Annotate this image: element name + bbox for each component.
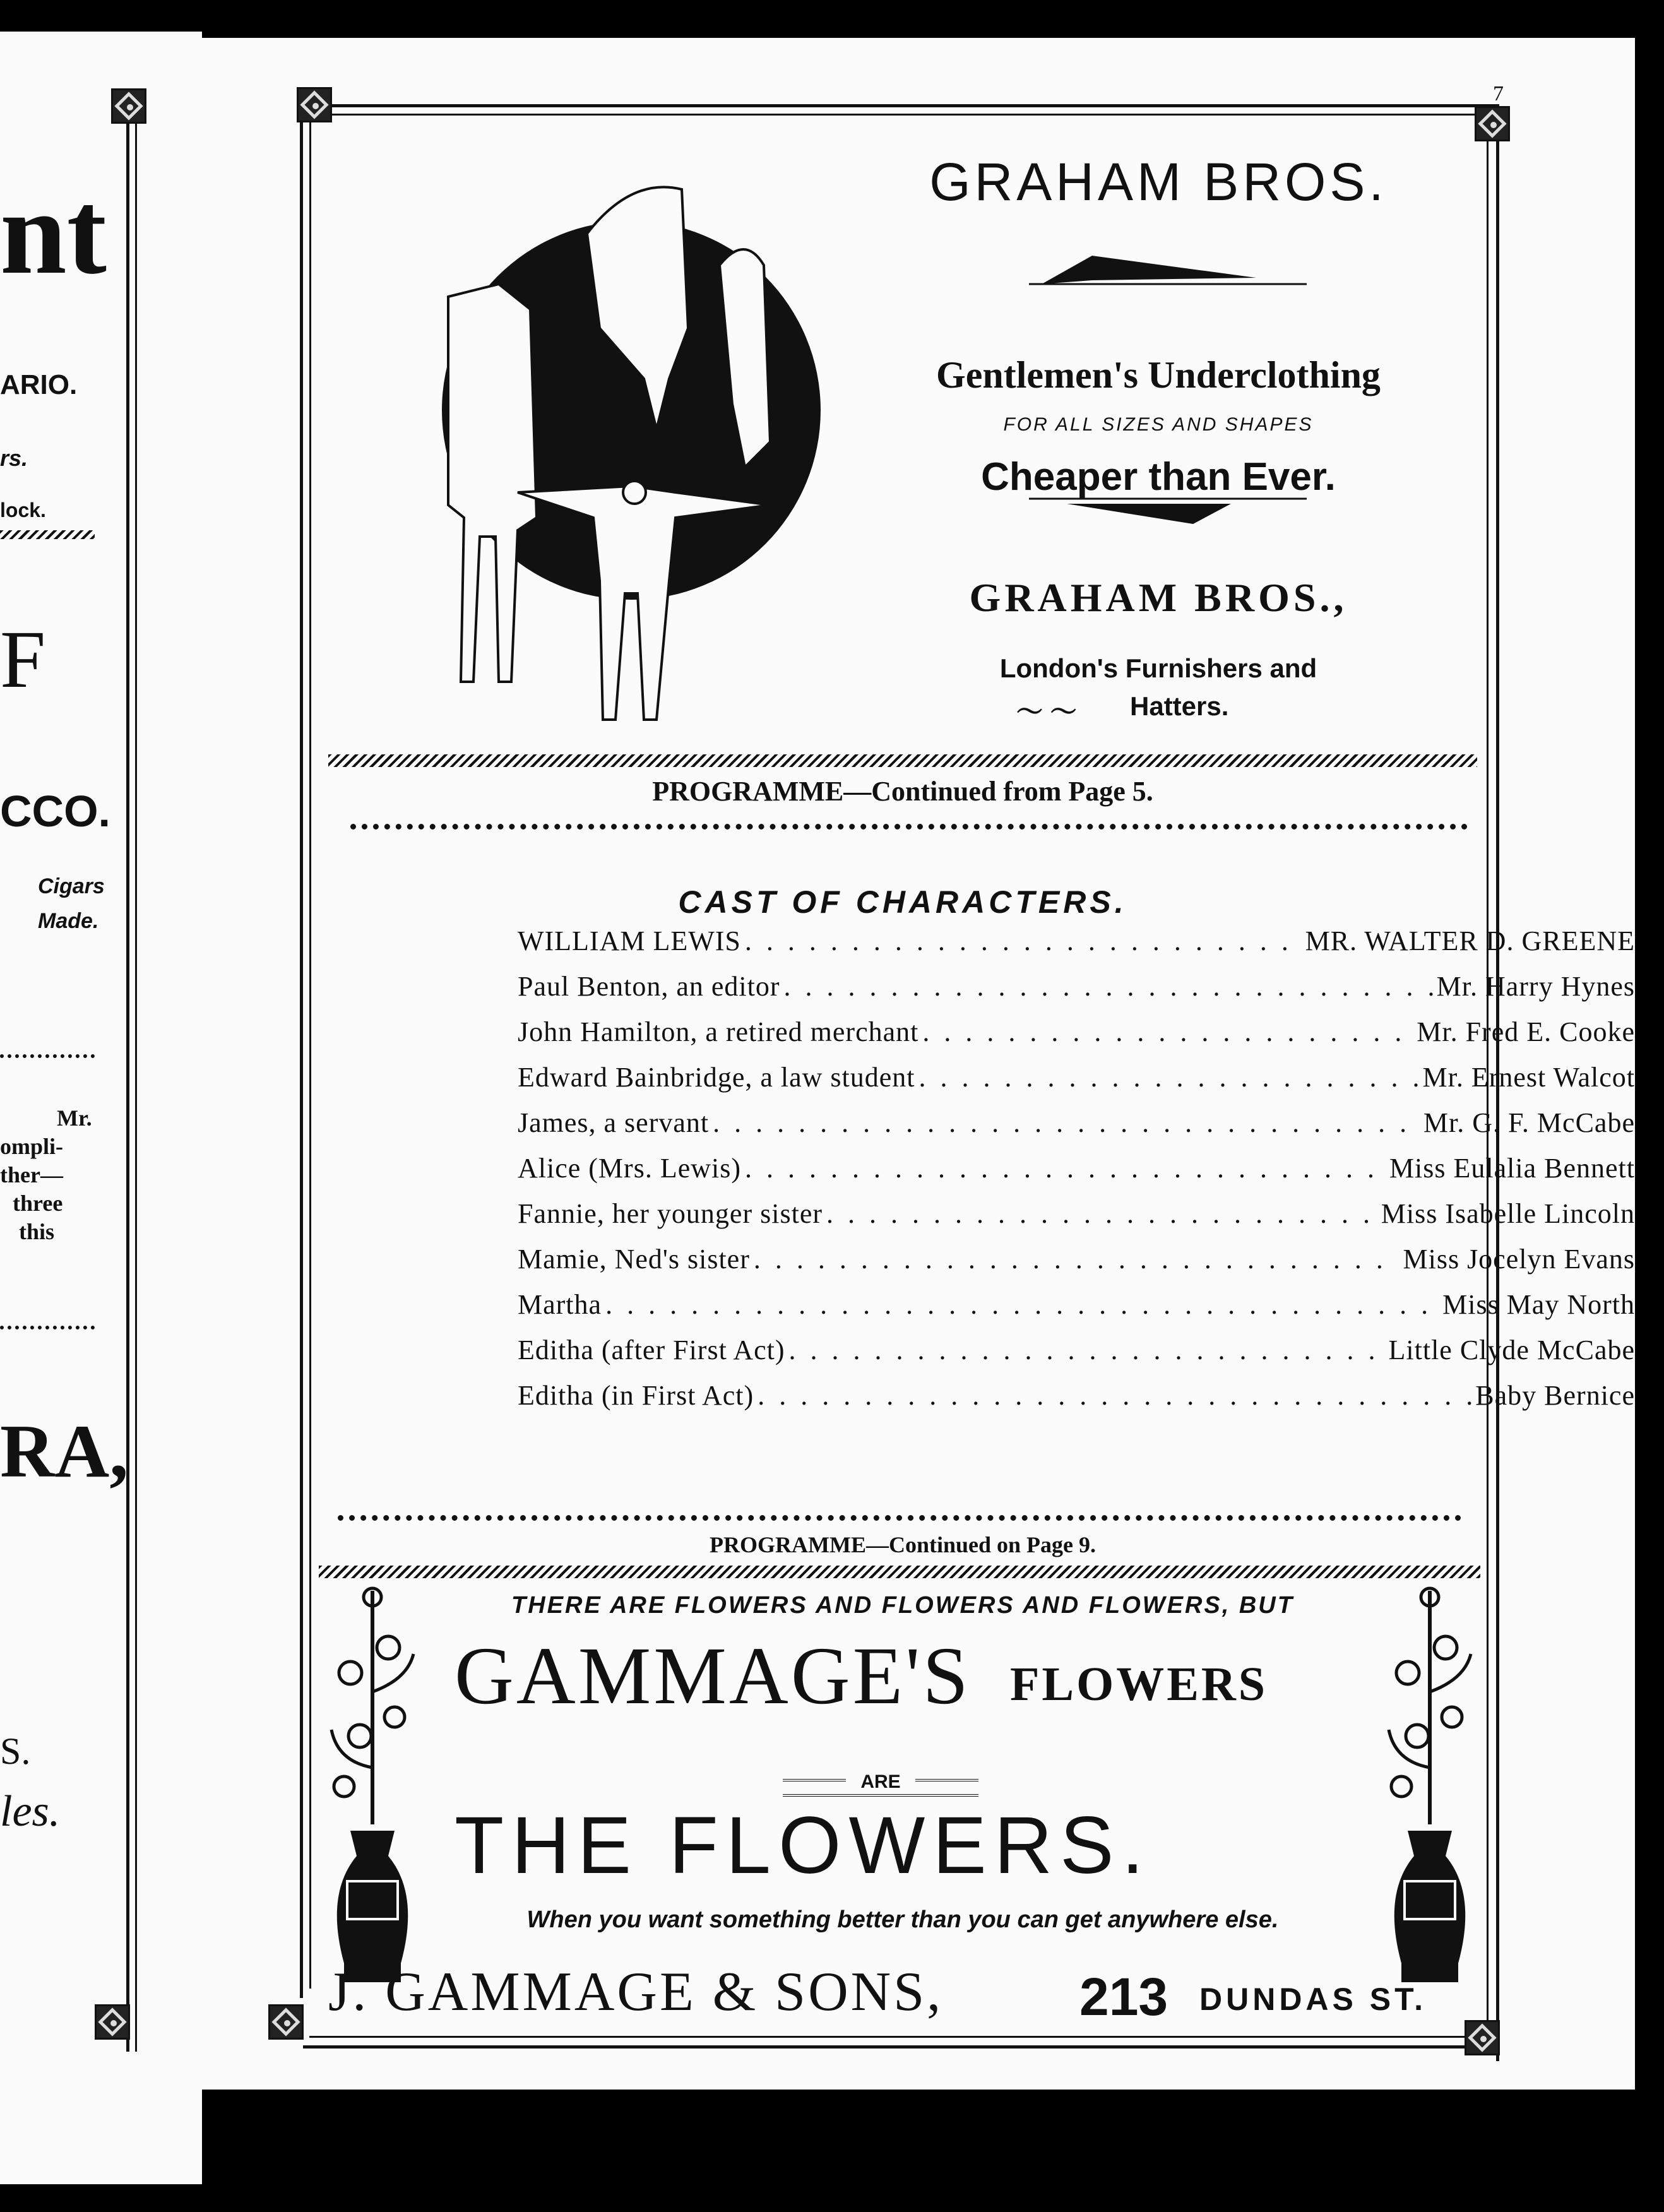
divider [0,1326,95,1329]
flower-vase-illustration [1382,1578,1477,1995]
cast-row [518,1152,1635,1190]
gammage-name: GAMMAGE'S [455,1631,971,1721]
left-fragment-text: Cigars [38,874,105,898]
program-page [177,38,1635,2090]
programme-continued-from: PROGRAMME—Continued from Page 5. [652,776,1153,807]
gammage-street-number: 213 [1079,1967,1168,2026]
graham-title: GRAHAM BROS. [929,152,1388,211]
corner-ornament [1475,106,1510,141]
left-fragment-text: les. [0,1787,61,1836]
left-fragment-text: CCO. [0,787,110,836]
left-fragment-text: RA, [0,1409,129,1493]
left-page-border [126,95,129,2052]
cast-actor: Mr. G. F. McCabe [1423,1107,1635,1138]
left-fragment-text: this [19,1219,55,1244]
underclothing-illustration [391,139,846,745]
cast-row [518,1107,1635,1145]
page-border-left-inner [309,114,311,1989]
corner-ornament [1465,2020,1500,2055]
cast-row [518,1379,1635,1417]
left-fragment-text: three [13,1191,63,1216]
gammage-tagline: When you want something better than you can get anywhere else. [526,1906,1279,1933]
page-number: 7 [1493,82,1504,105]
graham-name: GRAHAM BROS., [969,575,1348,620]
dotted-divider [350,824,1468,830]
cast-row [518,970,1635,1008]
cast-actor: Miss Jocelyn Evans [1403,1244,1635,1275]
pen-flourish [1029,492,1307,530]
cast-actor: Mr. Fred E. Cooke [1417,1016,1635,1047]
graham-headline: Gentlemen's Underclothing [936,354,1381,396]
zigzag-divider [328,754,1477,767]
graham-subline: FOR ALL SIZES AND SHAPES [1003,414,1314,435]
cast-role: WILLIAM LEWIS [518,925,741,956]
page-border-bottom-inner [309,2036,1490,2038]
left-fragment-text: lock. [0,499,46,521]
left-page-border-inner [135,95,137,2052]
flower-vase-illustration [325,1578,420,1995]
corner-ornament [111,88,146,124]
left-fragment-text: Made. [38,909,99,933]
graham-description-line1: London's Furnishers and [999,653,1317,683]
cast-role: John Hamilton, a retired merchant [518,1016,919,1047]
cast-actor: Miss May North [1442,1289,1635,1320]
left-fragment-text: nt [0,167,107,299]
gammage-street-name: DUNDAS ST. [1199,1982,1427,2017]
cast-row [518,1198,1635,1235]
corner-ornament [95,2004,130,2040]
gammage-flowers-label: FLOWERS [1010,1658,1268,1711]
pen-flourish [1029,253,1307,290]
cast-row [518,1016,1635,1054]
cast-row [518,925,1635,963]
cast-role: Fannie, her younger sister [518,1198,823,1229]
wave-ornament-icon: 〜 〜 [1016,697,1077,727]
cast-role: Editha (in First Act) [518,1380,754,1411]
left-page-fragment [0,32,202,2184]
cast-role: James, a servant [518,1107,710,1138]
gammage-are-label: ARE [846,1771,915,1793]
corner-ornament [268,2004,304,2040]
left-fragment-text: rs. [0,445,28,471]
cast-role: Martha [518,1289,602,1320]
cast-actor: MR. WALTER D. GREENE [1305,925,1635,956]
zigzag-divider [319,1566,1480,1578]
graham-description-line2: Hatters. [1130,691,1229,721]
cast-role: Alice (Mrs. Lewis) [518,1153,742,1184]
page-border-top-inner [303,114,1496,116]
gammage-firm-name: J. GAMMAGE & SONS, [328,1961,944,2023]
page-border-top [303,104,1496,107]
cast-row [518,1061,1635,1099]
cast-actor: Little Clyde McCabe [1388,1335,1635,1365]
gammage-intro: THERE ARE FLOWERS AND FLOWERS AND FLOWERS, BUT [511,1592,1294,1619]
cast-actor: Mr. Ernest Walcot [1422,1062,1635,1093]
left-fragment-text: S. [0,1730,31,1772]
cast-actor: Miss Eulalia Bennett [1389,1153,1635,1184]
dotted-divider [338,1515,1461,1521]
cast-row [518,1243,1635,1281]
left-fragment-text: ther— [0,1162,63,1187]
cast-role: Mamie, Ned's sister [518,1244,750,1275]
cast-actor: Mr. Harry Hynes [1436,971,1635,1002]
page-border-bottom [303,2045,1496,2048]
left-fragment-text: ARIO. [0,369,78,400]
left-fragment-text: ompli- [0,1134,64,1159]
cast-role: Editha (after First Act) [518,1335,785,1365]
cast-heading: CAST OF CHARACTERS. [678,884,1127,920]
cast-role: Paul Benton, an editor [518,971,780,1002]
page-border-left [300,104,303,1998]
cast-actor: Baby Bernice [1475,1380,1635,1411]
corner-ornament [297,87,332,122]
cast-actor: Miss Isabelle Lincoln [1381,1198,1635,1229]
divider [0,1054,95,1058]
programme-continued-on: PROGRAMME—Continued on Page 9. [710,1532,1096,1557]
left-fragment-text: Mr. [57,1105,92,1131]
cast-row [518,1334,1635,1372]
divider [0,530,95,539]
graham-tagline: Cheaper than Ever. [981,455,1336,499]
cast-row [518,1288,1635,1326]
left-fragment-text: F [0,614,46,705]
gammage-the-flowers: THE FLOWERS. [455,1800,1152,1891]
cast-role: Edward Bainbridge, a law student [518,1062,915,1093]
